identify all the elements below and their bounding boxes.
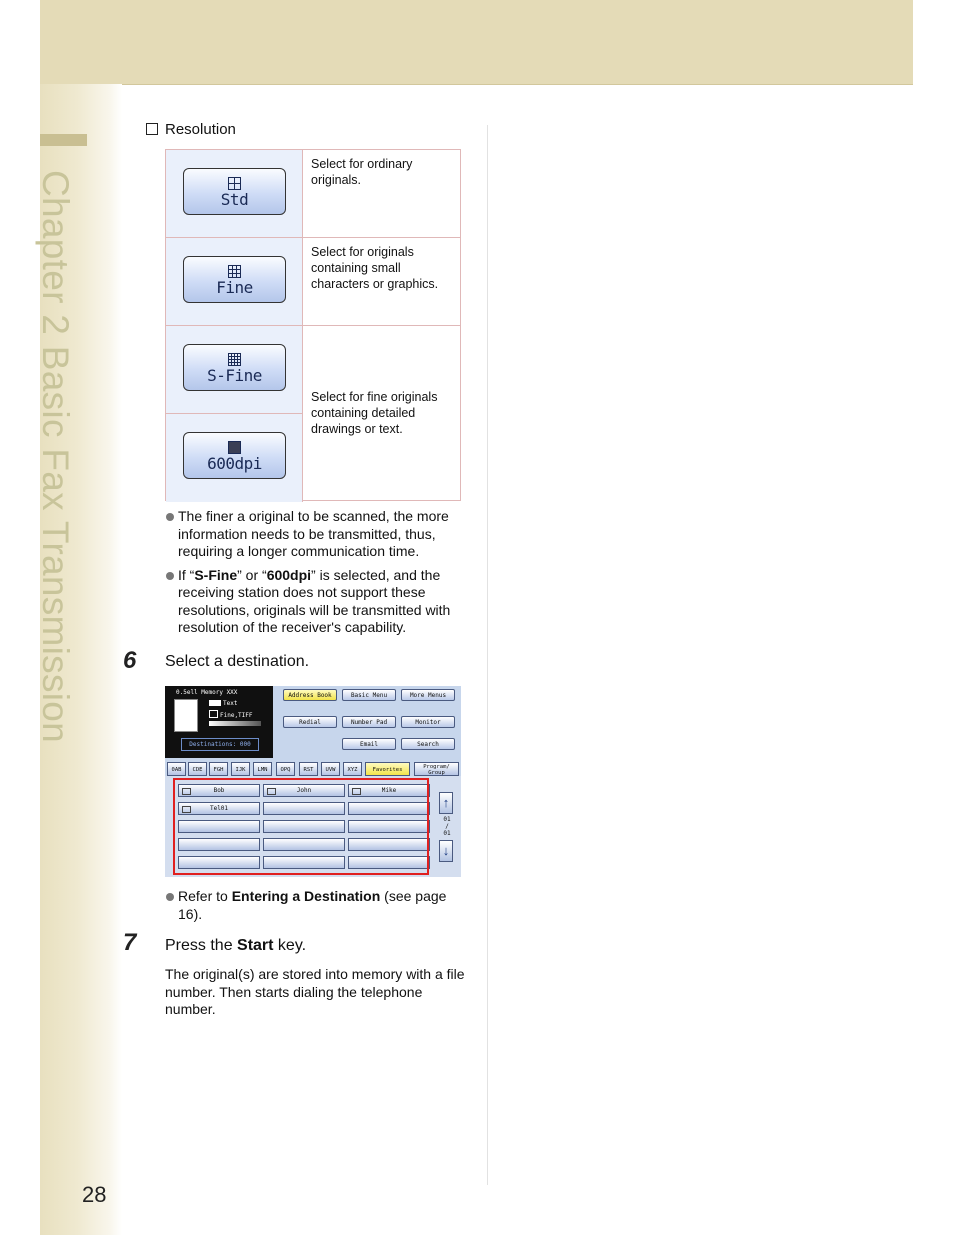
column-divider bbox=[487, 125, 488, 1185]
document-icon bbox=[174, 699, 198, 732]
header-band bbox=[40, 0, 913, 85]
destination-entry[interactable]: Tel01 bbox=[178, 802, 260, 815]
page-indicator: 01 / 01 bbox=[443, 816, 451, 837]
destination-entry[interactable]: Bob bbox=[178, 784, 260, 797]
tab-program-group[interactable]: Program/ Group bbox=[414, 762, 459, 776]
highlight-frame bbox=[173, 778, 429, 875]
address-book-button[interactable]: Address Book bbox=[283, 689, 337, 701]
bullet-icon bbox=[166, 893, 174, 901]
destinations-count: Destinations: 000 bbox=[181, 738, 259, 751]
scroll-down-arrow-icon[interactable]: ↓ bbox=[439, 840, 453, 862]
status-pane: 0.5ell Memory XXX Text Fine,TIFF Destinations: 000 bbox=[165, 686, 273, 758]
resolution-grid-icon bbox=[209, 710, 218, 718]
number-pad-button[interactable]: Number Pad bbox=[342, 716, 396, 728]
fine-button[interactable]: Fine bbox=[183, 256, 286, 303]
s-fine-button[interactable]: S-Fine bbox=[183, 344, 286, 391]
s-fine-grid-icon bbox=[228, 353, 241, 366]
tab-fgh[interactable]: FGH bbox=[209, 762, 228, 776]
search-button[interactable]: Search bbox=[401, 738, 455, 750]
bullet-icon bbox=[166, 513, 174, 521]
contrast-bar bbox=[209, 721, 261, 726]
resolution-cell-fine bbox=[166, 238, 303, 326]
page-number: 28 bbox=[82, 1182, 107, 1207]
std-button[interactable]: Std bbox=[183, 168, 286, 215]
600dpi-square-icon bbox=[228, 441, 241, 454]
scroll-up-arrow-icon[interactable]: ↑ bbox=[439, 792, 453, 814]
tab-rst[interactable]: RST bbox=[299, 762, 318, 776]
step-text: Press the Start key. bbox=[165, 937, 307, 954]
tab-favorites[interactable]: Favorites bbox=[365, 762, 410, 776]
600dpi-button[interactable]: 600dpi bbox=[183, 432, 286, 479]
step-number: 6 bbox=[123, 647, 137, 674]
chapter-tab-marker bbox=[40, 134, 87, 146]
note-item: Refer to Entering a Destination (see page 16). bbox=[165, 888, 465, 923]
resolution-table bbox=[165, 149, 461, 501]
destination-entry[interactable]: Mike bbox=[348, 784, 430, 797]
resolution-cell-sfine bbox=[166, 326, 303, 414]
note-item: The finer a original to be scanned, the more information needs to be transmitted, thus, requiring a longer communication time. bbox=[165, 508, 465, 561]
fine-grid-icon bbox=[228, 265, 241, 278]
tab-ijk[interactable]: IJK bbox=[231, 762, 250, 776]
tab-opq[interactable]: OPQ bbox=[276, 762, 295, 776]
checkbox-icon bbox=[146, 123, 158, 135]
tab-uvw[interactable]: UVW bbox=[321, 762, 340, 776]
resolution-notes bbox=[165, 508, 465, 643]
fax-touch-screen bbox=[165, 686, 461, 877]
step-body: The original(s) are stored into memory with a file number. Then starts dialing the telephone number. bbox=[165, 966, 465, 1017]
note-item: If “S-Fine” or “600dpi” is selected, and the receiving station does not support these resolutions, originals will be transmitted with resolution of the receiver's capability. bbox=[165, 567, 465, 637]
step-number: 7 bbox=[123, 929, 137, 956]
more-menus-button[interactable]: More Menus bbox=[401, 689, 455, 701]
fine-description: Select for originals containing small characters or graphics. bbox=[303, 238, 460, 326]
bullet-icon bbox=[166, 572, 174, 580]
email-button[interactable]: Email bbox=[342, 738, 396, 750]
redial-button[interactable]: Redial bbox=[283, 716, 337, 728]
std-grid-icon bbox=[228, 177, 241, 190]
text-mode-icon bbox=[209, 700, 221, 706]
resolution-cell-std bbox=[166, 150, 303, 238]
tab-cde[interactable]: CDE bbox=[188, 762, 207, 776]
destination-note bbox=[165, 888, 465, 929]
chapter-title-vertical: Chapter 2 Basic Fax Transmission bbox=[35, 170, 76, 744]
std-description: Select for ordinary originals. bbox=[303, 150, 460, 238]
section-heading: Resolution bbox=[146, 121, 236, 138]
tab-xyz[interactable]: XYZ bbox=[343, 762, 362, 776]
tab-0ab[interactable]: 0AB bbox=[167, 762, 186, 776]
tab-lmn[interactable]: LMN bbox=[253, 762, 272, 776]
destination-entry[interactable]: John bbox=[263, 784, 345, 797]
basic-menu-button[interactable]: Basic Menu bbox=[342, 689, 396, 701]
fine-shared-description: Select for fine originals containing detailed drawings or text. bbox=[311, 390, 438, 436]
resolution-cell-600dpi bbox=[166, 414, 303, 502]
monitor-button[interactable]: Monitor bbox=[401, 716, 455, 728]
step-text: Select a destination. bbox=[165, 653, 310, 670]
